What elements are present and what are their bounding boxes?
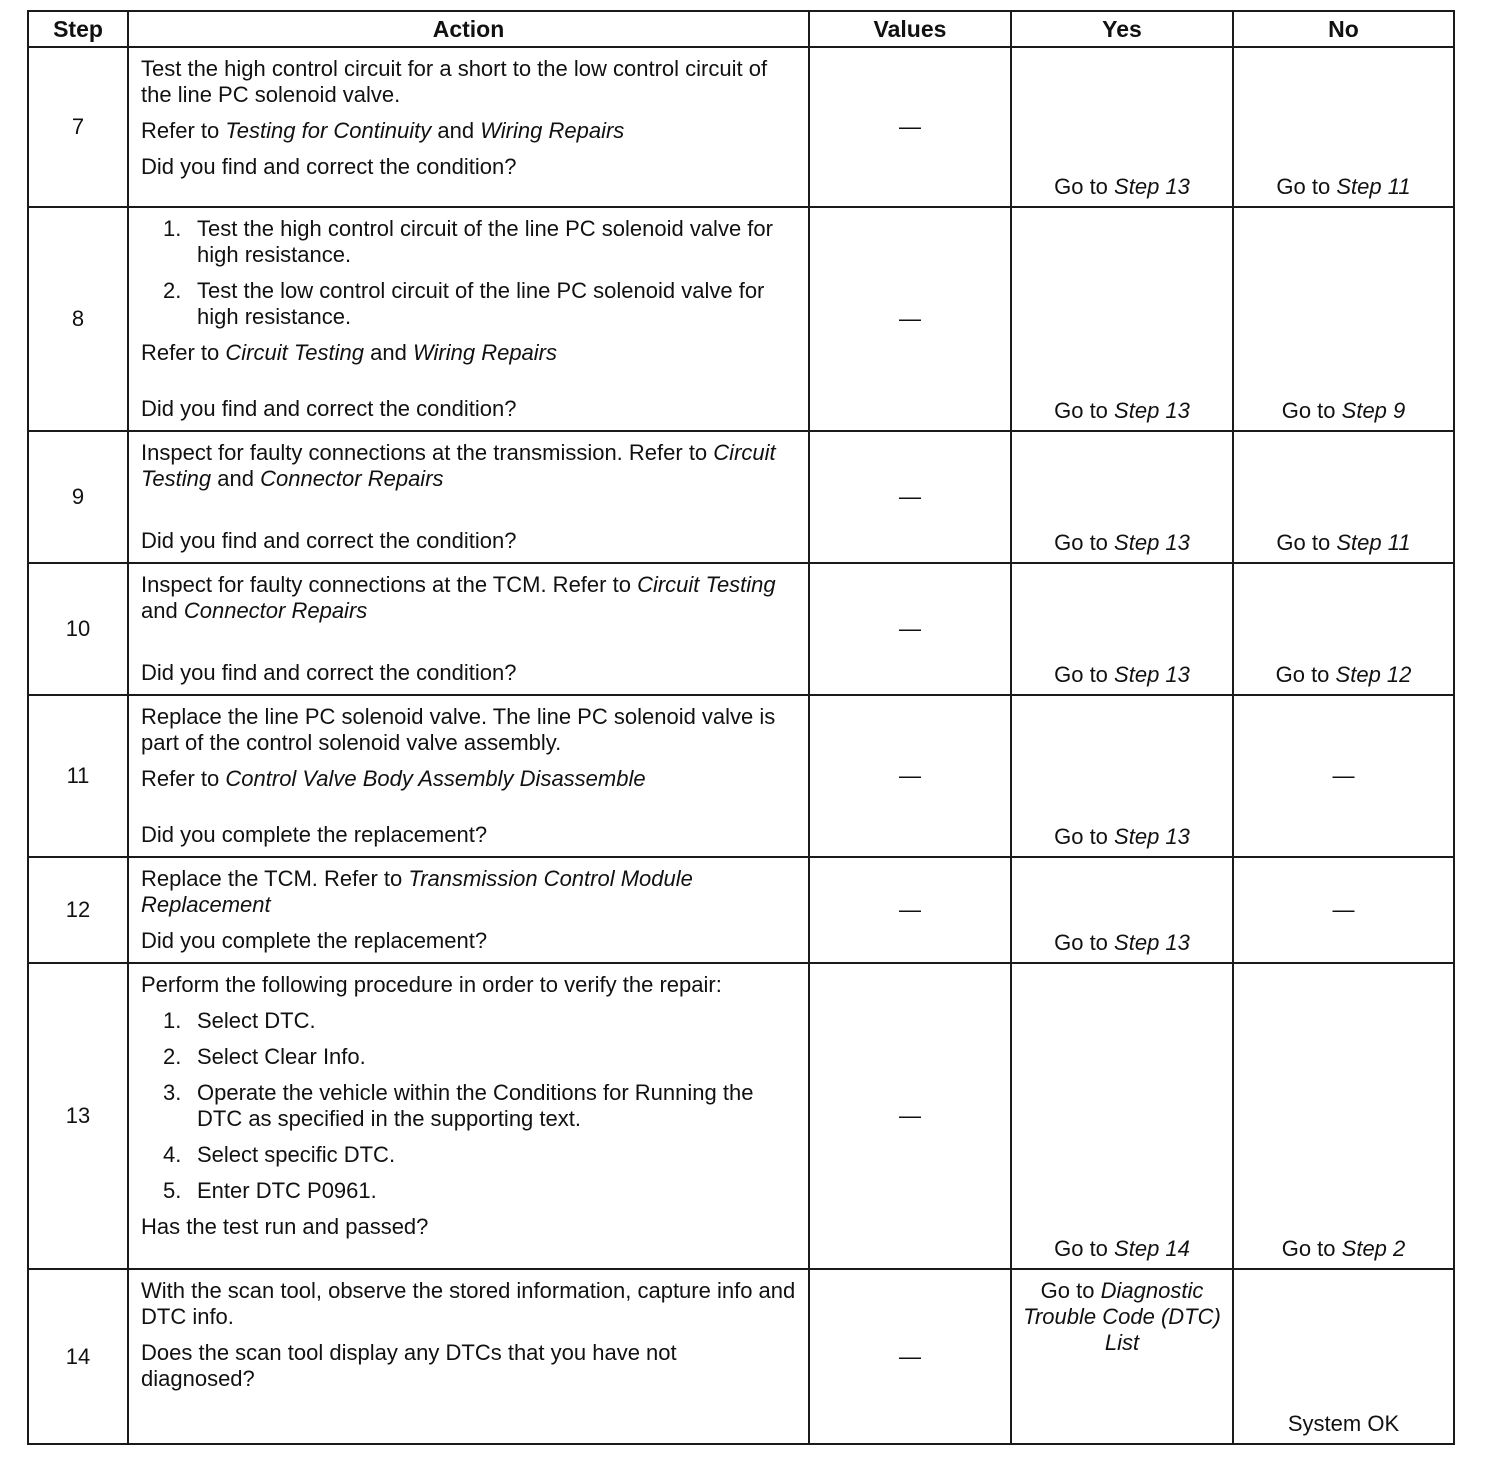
question-text: Did you find and correct the condition? [141,660,517,685]
action-text: Perform the following procedure in order to verify the repair: [141,972,722,997]
table-row-step-8 [28,207,1454,431]
step-number: 10 [28,563,128,695]
reference-link: Testing for Continuity [225,118,432,143]
table-row-step-13 [28,963,1454,1269]
list-item: 4. Select specific DTC. [163,1142,396,1167]
reference-link: Control Valve Body Assembly Disassemble [225,766,646,791]
yes-step-ref: Step 13 [1114,824,1190,849]
action-cell [128,431,809,563]
step-number: 12 [28,857,128,963]
step-number: 11 [28,695,128,857]
reference-link: Circuit Testing [637,572,776,597]
table-row-step-9 [28,431,1454,563]
reference-text: Refer to Testing for Continuity and Wiring Repairs [141,118,625,143]
no-cell: Go to Step 11 [1233,47,1454,207]
question-text: Did you complete the replacement? [141,928,488,953]
yes-cell: Go to Step 13 [1011,47,1233,207]
reference-link: Circuit Testing [225,340,364,365]
action-text: Replace the line PC solenoid valve. The line PC solenoid valve is part of the control solenoid valve assembly. [141,704,776,755]
values-cell [809,207,1011,431]
step-number: 14 [28,1269,128,1444]
header-values: Values [809,11,1011,47]
question-text: Did you find and correct the condition? [141,396,517,421]
header-action: Action [128,11,809,47]
step-number: 13 [28,963,128,1269]
yes-cell: Go to Step 13 [1011,563,1233,695]
reference-text: Refer to Control Valve Body Assembly Disassemble [141,766,646,791]
dash-value: — [1332,763,1355,788]
list-item: 3. Operate the vehicle within the Conditions for Running the DTC as specified in the supporting text. [163,1080,754,1131]
header-no: No [1233,11,1454,47]
list-item: 2. Test the low control circuit of the line PC solenoid valve for high resistance. [163,278,765,329]
action-cell [128,963,809,1269]
no-cell: Go to Step 12 [1233,563,1454,695]
no-step-ref: Step 9 [1341,398,1406,423]
question-text: Did you find and correct the condition? [141,154,517,179]
dash-value: — [899,114,921,139]
yes-step-ref: Step 13 [1114,398,1190,423]
header-yes: Yes [1011,11,1233,47]
no-cell: Go to Step 9 [1233,207,1454,431]
no-step-ref: Step 12 [1335,662,1412,687]
step-number: 9 [28,431,128,563]
step-number: 8 [28,207,128,431]
values-cell [809,695,1011,857]
dash-value: — [899,897,921,922]
yes-step-ref: Step 13 [1114,930,1190,955]
yes-cell: Go to Diagnostic Trouble Code (DTC) List [1011,1269,1233,1444]
no-step-ref: Step 11 [1336,174,1411,199]
reference-text: Refer to Circuit Testing and Wiring Repairs [141,340,558,365]
values-cell [809,563,1011,695]
list-item: 1. Test the high control circuit of the line PC solenoid valve for high resistance. [163,216,773,267]
reference-link: Connector Repairs [260,466,444,491]
action-cell [128,47,809,207]
values-cell [809,857,1011,963]
header-step: Step [28,11,128,47]
action-cell [128,563,809,695]
table-row-step-14 [28,1269,1454,1444]
reference-link: Wiring Repairs [412,340,558,365]
diagnostic-table [27,10,1455,1445]
question-text: Has the test run and passed? [141,1214,429,1239]
action-text: With the scan tool, observe the stored information, capture info and DTC info. [141,1278,796,1329]
no-cell: Go to Step 2 [1233,963,1454,1269]
dash-value: — [899,484,921,509]
no-cell [1233,695,1454,857]
yes-cell: Go to Step 14 [1011,963,1233,1269]
question-text: Did you complete the replacement? [141,822,488,847]
list-item: 2. Select Clear Info. [163,1044,366,1069]
action-text: Replace the TCM. Refer to Transmission Control Module Replacement [141,866,693,917]
dash-value: — [899,1103,921,1128]
dash-value: — [899,763,921,788]
table-row-step-10 [28,563,1454,695]
action-text: Inspect for faulty connections at the transmission. Refer to Circuit Testing and Connector Repairs [141,440,776,491]
action-text: Inspect for faulty connections at the TCM. Refer to Circuit Testing and Connector Repairs [141,572,776,623]
list-item: 5. Enter DTC P0961. [163,1178,377,1203]
dash-value: — [899,1343,921,1369]
reference-link: Connector Repairs [183,598,368,623]
no-cell [1233,857,1454,963]
no-cell: Go to Step 11 [1233,431,1454,563]
values-cell [809,431,1011,563]
yes-step-ref: Step 14 [1114,1236,1190,1261]
dash-value: — [1332,897,1355,922]
dash-value: — [899,306,921,331]
no-cell [1233,1269,1454,1444]
action-text: Test the high control circuit for a short to the low control circuit of the line PC solenoid valve. [141,56,768,107]
question-text: Did you find and correct the condition? [141,528,517,553]
reference-link: Circuit Testing [141,440,776,491]
reference-link: Wiring Repairs [480,118,625,143]
values-cell [809,963,1011,1269]
values-cell [809,47,1011,207]
table-row-step-11 [28,695,1454,857]
yes-cell: Go to Step 13 [1011,431,1233,563]
values-cell [809,1269,1011,1444]
action-cell [128,1269,809,1444]
no-step-ref: Step 11 [1336,530,1411,555]
yes-cell: Go to Step 13 [1011,857,1233,963]
yes-step-ref: Step 13 [1114,174,1190,199]
yes-cell: Go to Step 13 [1011,695,1233,857]
list-item: 1. Select DTC. [163,1008,316,1033]
action-cell [128,857,809,963]
question-text: Does the scan tool display any DTCs that you have not diagnosed? [141,1340,677,1391]
reference-link: Transmission Control Module Replacement [141,866,693,917]
yes-cell: Go to Step 13 [1011,207,1233,431]
yes-step-ref: Diagnostic Trouble Code (DTC) List [1023,1278,1221,1355]
no-result-text: System OK [1287,1411,1400,1436]
yes-step-ref: Step 13 [1114,662,1190,687]
procedure-list [141,216,796,330]
action-cell [128,207,809,431]
dash-value: — [899,616,921,641]
procedure-list [141,1008,796,1204]
header-row [28,11,1454,47]
table-row-step-12 [28,857,1454,963]
yes-step-ref: Step 13 [1114,530,1190,555]
action-cell [128,695,809,857]
no-step-ref: Step 2 [1341,1236,1406,1261]
table-row-step-7 [28,47,1454,207]
step-number: 7 [28,47,128,207]
